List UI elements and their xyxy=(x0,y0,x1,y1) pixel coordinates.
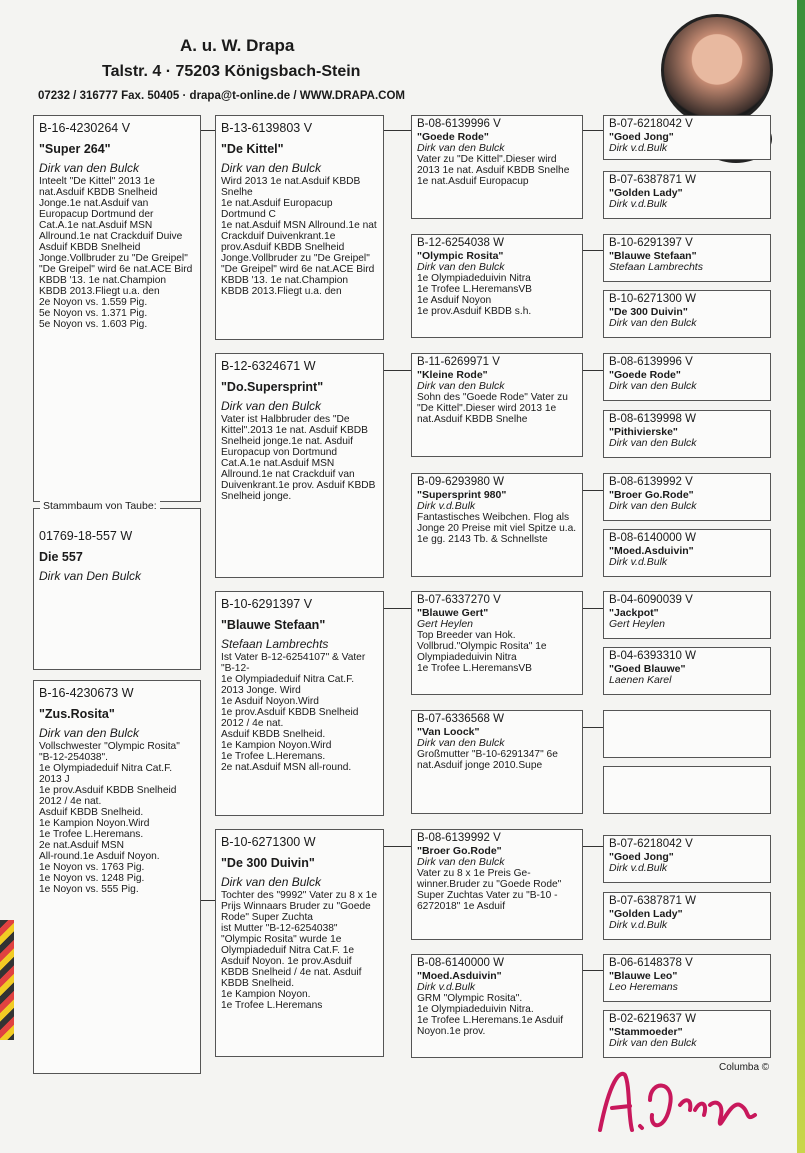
gen3-owner: Dirk van den Bulck xyxy=(417,380,505,392)
gen3-id: B-08-6139992 V xyxy=(417,832,501,844)
dam-id: B-16-4230673 W xyxy=(39,686,134,700)
stammbaum-id: 01769-18-557 W xyxy=(39,529,133,543)
connector-line xyxy=(201,900,215,901)
columba-credit: Columba © xyxy=(719,1062,770,1073)
gen4-owner: Dirk v.d.Bulk xyxy=(609,862,668,874)
gen3-owner: Dirk van den Bulck xyxy=(417,261,505,273)
gen2-box-1 xyxy=(215,115,384,340)
gen3-text: Top Breeder van Hok. Vollbrud."Olympic Rosita" 1e Olympiadeduivin Nitra 1e Trofee L.HeremansVB xyxy=(417,630,547,674)
gen4-id: B-10-6271300 W xyxy=(609,293,696,305)
gen3-text: Fantastisches Weibchen. Flog als Jonge 20 Preise mit viel Spitze u.a. 1e gg. 2143 Tb. & Schnellste xyxy=(417,512,577,545)
connector-line xyxy=(384,370,411,371)
gen4-box-12 xyxy=(603,766,771,814)
gen4-id: B-08-6139996 V xyxy=(609,356,693,368)
gen4-name: "Golden Lady" xyxy=(609,187,683,199)
gen4-box-8 xyxy=(603,529,771,577)
gen3-id: B-07-6337270 V xyxy=(417,594,501,606)
breeder-name: A. u. W. Drapa xyxy=(180,36,295,55)
gen4-box-15 xyxy=(603,954,771,1002)
gen4-owner: Dirk van den Bulck xyxy=(609,1037,697,1049)
gen4-name: "Goed Blauwe" xyxy=(609,663,686,675)
gen3-box-3 xyxy=(411,353,583,457)
gen2-name: "De Kittel" xyxy=(221,142,284,156)
gen3-text: 1e Olympiadeduivin Nitra 1e Trofee L.HeremansVB 1e Asduif Noyon 1e prov.Asduif KBDB s.h. xyxy=(417,273,532,317)
gen4-name: "Broer Go.Rode" xyxy=(609,489,694,501)
gen2-text: Tochter des "9992" Vater zu 8 x 1e Prijs Winnaars Bruder zu "Goede Rode" Super Zuchta ist Mutter "B-12-6254038" "Olympic Rosita" wurde 1e Olympiadeduif Nitra Cat.F. 1e Asduif Noyon. 1e prov.Asduif KBDB Snelheid / 4e nat. Asduif KBDB Snelheid. 1e Kampion Noyon. 1e Trofee L.Heremans xyxy=(221,890,377,1011)
gen4-owner: Dirk v.d.Bulk xyxy=(609,919,668,931)
gen2-text: Ist Vater B-12-6254107" & Vater "B-12- 1e Olympiadeduif Nitra Cat.F. 2013 Jonge. Wird 1e Asduif Noyon.Wird 1e prov.Asduif KBDB Snelheid 2012 / 4e nat. Asduif KBDB Snelheid. 1e Kampion Noyon.Wird 1e Trofee L.Heremans. 2e nat.Asduif MSN all-round. xyxy=(221,652,366,773)
gen4-id: B-08-6139998 W xyxy=(609,413,696,425)
gen4-box-5 xyxy=(603,353,771,401)
green-edge-bar xyxy=(797,0,805,1153)
signature xyxy=(590,1060,780,1140)
dam-text: Vollschwester "Olympic Rosita" "B-12-254038". 1e Olympiadeduif Nitra Cat.F. 2013 J 1e prov.Asduif KBDB Snelheid 2012 / 4e nat. Asduif KBDB Snelheid. 1e Kampion Noyon.Wird 1e Trofee L.Heremans. 2e nat.Asduif MSN All-round.1e Asduif Noyon. 1e Noyon vs. 1763 Pig. 1e Noyon vs. 1248 Pig. 1e Noyon vs. 555 Pig. xyxy=(39,741,180,895)
gen4-box-14 xyxy=(603,892,771,940)
gen4-owner: Dirk van den Bulck xyxy=(609,317,697,329)
flag-stripe-decoration xyxy=(0,920,14,1040)
connector-line xyxy=(583,250,603,251)
gen4-owner: Gert Heylen xyxy=(609,618,666,630)
gen3-name: "Van Loock" xyxy=(417,726,480,738)
gen4-name: "Blauwe Leo" xyxy=(609,970,678,982)
gen4-box-3 xyxy=(603,234,771,282)
gen4-owner: Stefaan Lambrechts xyxy=(609,261,703,273)
gen3-text: Sohn des "Goede Rode" Vater zu "De Kittel".Dieser wird 2013 1e nat.Asduif KBDB Snelhe xyxy=(417,392,568,425)
gen3-text: Großmutter "B-10-6291347" 6e nat.Asduif jonge 2010.Supe xyxy=(417,749,558,771)
gen3-box-5 xyxy=(411,591,583,695)
gen3-box-6 xyxy=(411,710,583,814)
gen2-name: "Do.Supersprint" xyxy=(221,380,324,394)
gen3-name: "Blauwe Gert" xyxy=(417,607,489,619)
gen4-id: B-10-6291397 V xyxy=(609,237,693,249)
gen3-id: B-08-6139996 V xyxy=(417,118,501,130)
gen4-name: "Goede Rode" xyxy=(609,369,681,381)
gen3-id: B-12-6254038 W xyxy=(417,237,504,249)
gen4-id: B-06-6148378 V xyxy=(609,957,693,969)
gen4-box-9 xyxy=(603,591,771,639)
gen3-box-1 xyxy=(411,115,583,219)
gen4-owner: Dirk v.d.Bulk xyxy=(609,142,668,154)
gen3-text: Vater zu "De Kittel".Dieser wird 2013 1e nat. Asduif KBDB Snelhe 1e nat.Asduif Europacup xyxy=(417,154,570,187)
stammbaum-box xyxy=(33,508,201,670)
dam-owner: Dirk van den Bulck xyxy=(39,726,140,740)
gen3-text: GRM "Olympic Rosita". 1e Olympiadeduivin Nitra. 1e Trofee L.Heremans.1e Asduif Noyon.1e prov. xyxy=(417,993,564,1037)
gen3-name: "Broer Go.Rode" xyxy=(417,845,502,857)
gen3-id: B-07-6336568 W xyxy=(417,713,504,725)
gen4-owner: Laenen Karel xyxy=(609,674,672,686)
gen3-owner: Gert Heylen xyxy=(417,618,474,630)
gen3-box-2 xyxy=(411,234,583,338)
connector-line xyxy=(583,846,603,847)
gen4-box-4 xyxy=(603,290,771,338)
gen3-text: Vater zu 8 x 1e Preis Ge-winner.Bruder zu "Goede Rode" Super Zuchtas Vater zu "B-10 - 6272018" 1e Asduif xyxy=(417,868,562,912)
gen2-owner: Dirk van den Bulck xyxy=(221,399,322,413)
connector-line xyxy=(384,846,411,847)
gen2-owner: Dirk van den Bulck xyxy=(221,875,322,889)
connector-line xyxy=(384,608,411,609)
connector-line xyxy=(583,970,603,971)
connector-line xyxy=(583,370,603,371)
gen2-name: "De 300 Duivin" xyxy=(221,856,315,870)
gen2-text: Wird 2013 1e nat.Asduif KBDB Snelhe 1e nat.Asduif Europacup Dortmund C 1e nat.Asduif MSN Allround.1e nat Crackduif Duivenkrant.1e prov.Asduif KBDB Snelheid Jonge.Vollbruder zu "De Greipel" "De Greipel" wird 6e nat.ACE Bird KBDB '13. 1e nat.Champion KBDB 2013.Fliegt u.a. den xyxy=(221,176,377,297)
sire-id: B-16-4230264 V xyxy=(39,121,131,135)
gen4-box-11 xyxy=(603,710,771,758)
breeder-contact: 07232 / 316777 Fax. 50405 · drapa@t-online.de / WWW.DRAPA.COM xyxy=(38,90,405,102)
gen3-box-7 xyxy=(411,829,583,940)
gen2-text: Vater ist Halbbruder des "De Kittel".2013 1e nat. Asduif KBDB Snelheid jonge.1e nat. Asduif Europacup von Dortmund Cat.A.1e nat.Asduif MSN Allround.1e nat Crackduif van Duivenkrant.1e prov. Asduif KBDB Snelheid jonge. xyxy=(221,414,376,502)
connector-line xyxy=(583,490,603,491)
gen4-owner: Dirk van den Bulck xyxy=(609,500,697,512)
gen3-name: "Moed.Asduivin" xyxy=(417,970,502,982)
connector-line xyxy=(201,130,215,131)
gen2-name: "Blauwe Stefaan" xyxy=(221,618,326,632)
gen4-box-1 xyxy=(603,115,771,160)
gen4-owner: Dirk v.d.Bulk xyxy=(609,556,668,568)
gen4-id: B-02-6219637 W xyxy=(609,1013,696,1025)
gen2-box-4 xyxy=(215,829,384,1057)
gen3-owner: Dirk van den Bulck xyxy=(417,737,505,749)
gen3-id: B-08-6140000 W xyxy=(417,957,504,969)
stammbaum-label: Stammbaum von Taube: xyxy=(40,500,160,512)
gen2-owner: Stefaan Lambrechts xyxy=(221,637,329,651)
gen3-owner: Dirk van den Bulck xyxy=(417,856,505,868)
gen4-name: "De 300 Duivin" xyxy=(609,306,688,318)
gen4-owner: Dirk van den Bulck xyxy=(609,380,697,392)
gen3-box-4 xyxy=(411,473,583,577)
gen4-id: B-07-6387871 W xyxy=(609,174,696,186)
gen4-name: "Jackpot" xyxy=(609,607,659,619)
gen3-id: B-09-6293980 W xyxy=(417,476,504,488)
gen4-id: B-04-6393310 W xyxy=(609,650,696,662)
connector-line xyxy=(384,130,411,131)
gen3-name: "Goede Rode" xyxy=(417,131,489,143)
gen4-id: B-08-6139992 V xyxy=(609,476,693,488)
gen4-id: B-08-6140000 W xyxy=(609,532,696,544)
gen4-name: "Moed.Asduivin" xyxy=(609,545,694,557)
gen2-box-3 xyxy=(215,591,384,816)
gen4-name: "Goed Jong" xyxy=(609,851,674,863)
gen4-box-6 xyxy=(603,410,771,458)
gen4-box-2 xyxy=(603,171,771,219)
dam-name: "Zus.Rosita" xyxy=(39,707,115,721)
gen4-name: "Blauwe Stefaan" xyxy=(609,250,697,262)
stammbaum-name: Die 557 xyxy=(39,550,83,564)
sire-name: "Super 264" xyxy=(39,142,111,156)
gen4-owner: Dirk van den Bulck xyxy=(609,437,697,449)
gen4-id: B-07-6218042 V xyxy=(609,118,693,130)
gen2-id: B-10-6291397 V xyxy=(221,597,313,611)
gen4-name: "Pithivierske" xyxy=(609,426,678,438)
gen4-id: B-04-6090039 V xyxy=(609,594,693,606)
gen3-owner: Dirk v.d.Bulk xyxy=(417,500,476,512)
gen4-owner: Dirk v.d.Bulk xyxy=(609,198,668,210)
gen4-id: B-07-6387871 W xyxy=(609,895,696,907)
gen2-id: B-10-6271300 W xyxy=(221,835,316,849)
connector-line xyxy=(583,130,603,131)
gen4-box-7 xyxy=(603,473,771,521)
breeder-photo xyxy=(661,14,773,126)
gen3-box-8 xyxy=(411,954,583,1058)
gen4-box-10 xyxy=(603,647,771,695)
gen3-owner: Dirk van den Bulck xyxy=(417,142,505,154)
gen4-id: B-07-6218042 V xyxy=(609,838,693,850)
sire-box xyxy=(33,115,201,502)
gen3-name: "Olympic Rosita" xyxy=(417,250,504,262)
gen2-id: B-13-6139803 V xyxy=(221,121,313,135)
gen3-name: "Kleine Rode" xyxy=(417,369,488,381)
dam-box xyxy=(33,680,201,1074)
gen4-name: "Goed Jong" xyxy=(609,131,674,143)
connector-line xyxy=(583,727,603,728)
gen3-id: B-11-6269971 V xyxy=(417,356,500,368)
gen4-name: "Golden Lady" xyxy=(609,908,683,920)
gen4-box-13 xyxy=(603,835,771,883)
gen4-box-16 xyxy=(603,1010,771,1058)
sire-text: Inteelt "De Kittel" 2013 1e nat.Asduif KBDB Snelheid Jonge.1e nat.Asduif van Europacup Dortmund der Cat.A.1e nat.Asduif MSN Allround.1e nat Crackduif Duive Asduif KBDB Snelheid Jonge.Vollbruder zu "De Greipel" "De Greipel" wird 6e nat.ACE Bird KBDB '13. 1e nat.Champion KBDB 2013.Fliegt u.a. den 2e Noyon vs. 1.559 Pig. 5e Noyon vs. 1.371 Pig. 5e Noyon vs. 1.603 Pig. xyxy=(39,176,193,330)
gen2-box-2 xyxy=(215,353,384,578)
stammbaum-owner: Dirk van Den Bulck xyxy=(39,569,142,583)
connector-line xyxy=(583,608,603,609)
gen2-id: B-12-6324671 W xyxy=(221,359,316,373)
gen4-owner: Leo Heremans xyxy=(609,981,678,993)
gen4-name: "Stammoeder" xyxy=(609,1026,683,1038)
sire-owner: Dirk van den Bulck xyxy=(39,161,140,175)
breeder-address: Talstr. 4 · 75203 Königsbach-Stein xyxy=(102,63,361,80)
gen3-name: "Supersprint 980" xyxy=(417,489,507,501)
gen3-owner: Dirk v.d.Bulk xyxy=(417,981,476,993)
gen2-owner: Dirk van den Bulck xyxy=(221,161,322,175)
